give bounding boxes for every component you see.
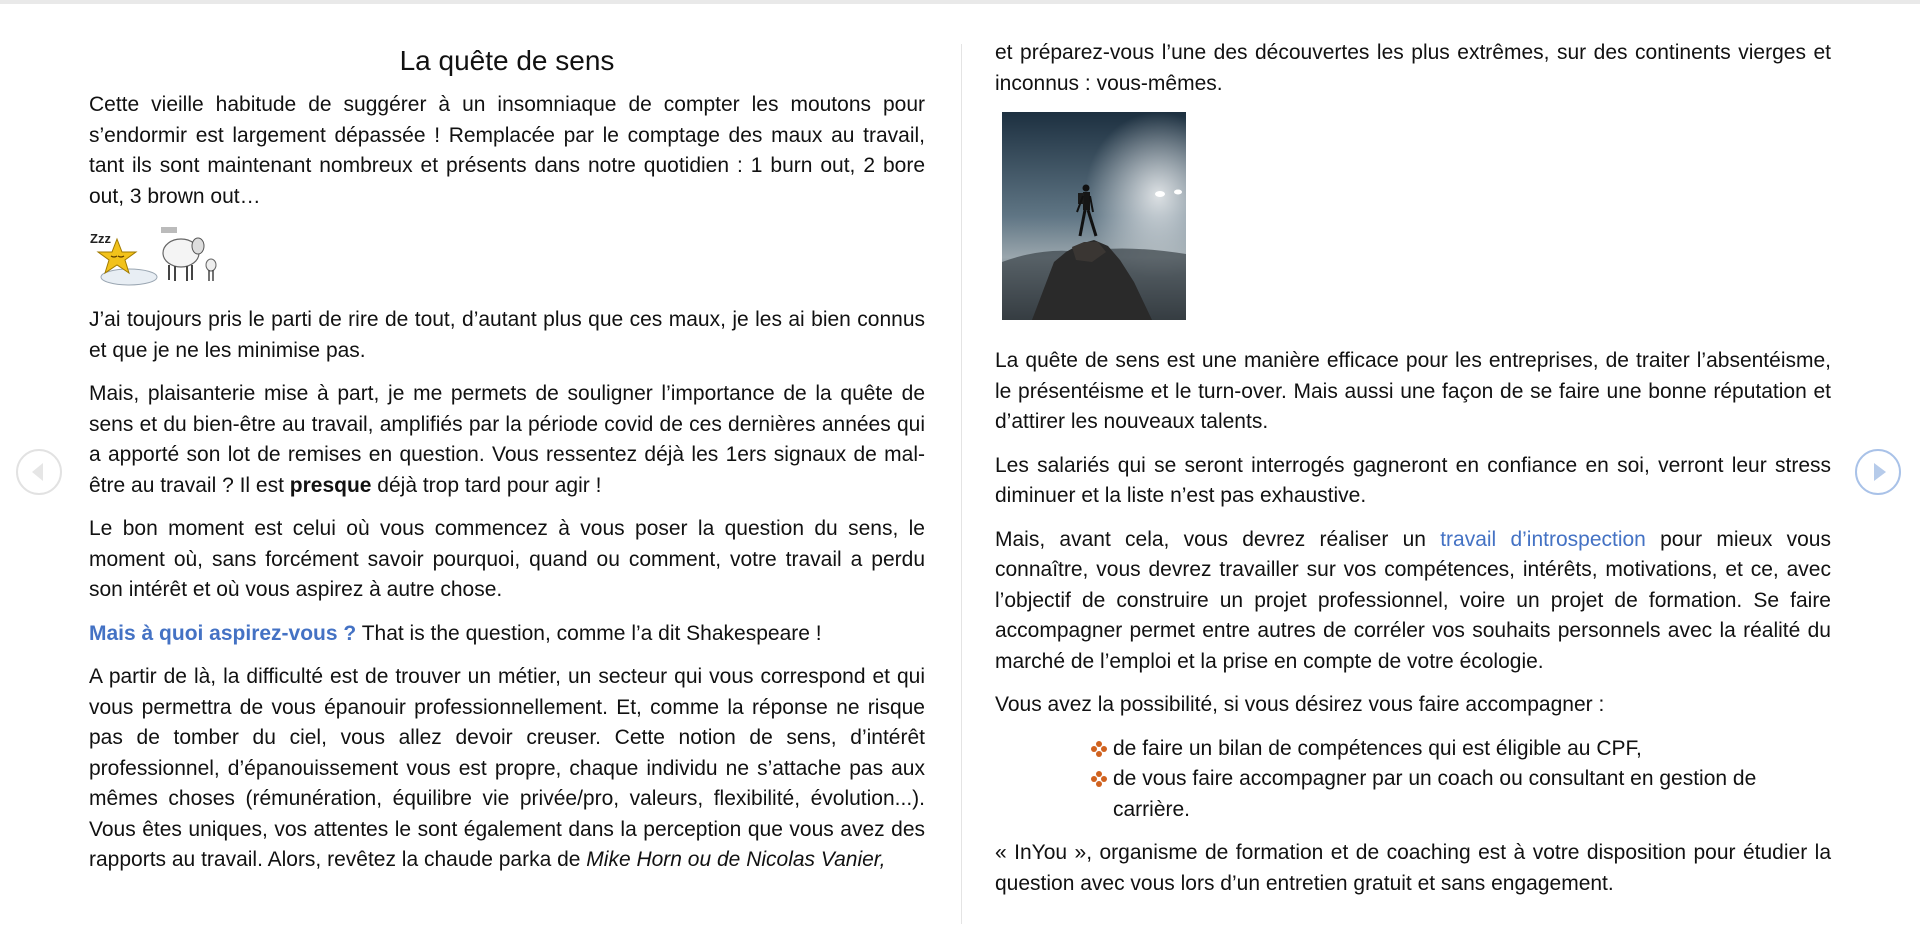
bold-word: presque xyxy=(289,473,372,497)
paragraph-possibility: Vous avez la possibilité, si vous désirez vous faire accompagner : xyxy=(995,693,1605,716)
sheep-icon xyxy=(159,225,219,287)
paragraph-inyou: « InYou », organisme de formation et de coaching est à votre disposition pour étudier la question avec vous lors d’un entretien gratuit et sans engagement. xyxy=(995,841,1831,895)
diamond-bullet-icon xyxy=(1090,770,1108,788)
list-item xyxy=(1090,764,1831,825)
svg-text:Zzz: Zzz xyxy=(90,231,111,246)
paragraph-efficiency: La quête de sens est une manière efficace pour les entreprises, de traiter l’absentéisme, le présentéisme et le turn-over. Mais aussi une façon de se faire une bonne réputation et d’attirer les nouveaux talents. xyxy=(995,349,1831,433)
page-divider xyxy=(961,44,962,924)
arrow-left-icon xyxy=(18,451,60,493)
paragraph-importance xyxy=(89,379,925,501)
paragraph-introspection xyxy=(995,525,1831,678)
arrow-right-icon xyxy=(1857,451,1899,493)
paragraph-text: A partir de là, la difficulté est de trouver un métier, un secteur qui vous correspond et qui vous permettra de vous épanouir professionnellement. Et, comme la réponse ne risque pas de tomber du ciel, vous allez devoir creuser. Cette notion de sens, d’intérêt professionnel, d’épanouissement vous est propre, chaque individu ne s’attache pas aux mêmes choses (rémunération, équilibre vie privée/pro, valeurs, flexibilité, évolution...). Vous êtes uniques, vos attentes le sont également dans la perception que vous avez des rapports au travail. Alors, revêtez la chaude parka de xyxy=(89,665,925,871)
diamond-bullet-icon xyxy=(1090,740,1108,758)
paragraph-question xyxy=(89,619,925,650)
paragraph-text: déjà trop tard pour agir ! xyxy=(371,473,602,497)
paragraph-difficulty xyxy=(89,662,925,876)
italic-names: Mike Horn ou de Nicolas Vanier, xyxy=(586,848,886,871)
next-page-button[interactable] xyxy=(1855,449,1901,495)
paragraph-employees: Les salariés qui se seront interrogés gagneront en confiance en soi, verront leur stress diminuer et la liste n’est pas exhaustive. xyxy=(995,453,1831,507)
paragraph-intro: Cette vieille habitude de suggérer à un insomniaque de compter les moutons pour s’endormir est largement dépassée ! Remplacée par le comptage des maux au travail, tant ils sont maintenant nombreux et présents dans notre quotidien : 1 burn out, 2 bore out, 3 brown out… xyxy=(89,93,925,208)
paragraph-text: pour mieux vous connaître, vous devrez travailler sur vos compétences, intérêts, motivations, et ce, avec l’objectif de construire un projet professionnel, voire un projet de formation. Se faire accompagner permet entre autres de corréler vos souhaits personnels avec la réalité du marché de l’emploi et la prise en compte de votre écologie. xyxy=(995,527,1831,673)
top-bar xyxy=(0,0,1920,4)
list-item-text: de faire un bilan de compétences qui est éligible au CPF, xyxy=(1113,736,1642,760)
previous-page-button[interactable] xyxy=(16,449,62,495)
sleep-illustration xyxy=(89,225,925,287)
question-heading: Mais à quoi aspirez-vous ? xyxy=(89,621,357,645)
paragraph-humour: J’ai toujours pris le parti de rire de tout, d’autant plus que ces maux, je les ai bien connus et que je ne les minimise pas. xyxy=(89,308,925,362)
paragraph-moment: Le bon moment est celui où vous commencez à vous poser la question du sens, le moment où, sans forcément savoir pourquoi, quand ou comment, votre travail a perdu son intérêt et où vous aspirez à autre chose. xyxy=(89,517,925,601)
paragraph-text: That is the question, comme l’a dit Shakespeare ! xyxy=(356,621,822,645)
photo-image xyxy=(1002,112,1186,320)
page-title: La quête de sens xyxy=(399,45,615,76)
right-page xyxy=(995,38,1831,912)
paragraph-continuation: et préparez-vous l’une des découvertes les plus extrêmes, sur des continents vierges et inconnus : vous-mêmes. xyxy=(995,41,1831,95)
introspection-link[interactable]: travail d’introspection xyxy=(1440,527,1646,551)
list-item-text: de vous faire accompagner par un coach ou consultant en gestion de carrière. xyxy=(1113,767,1757,821)
paragraph-text: Mais, plaisanterie mise à part, je me permets de souligner l’importance de la quête de sens et du bien-être au travail, amplifiés par la période covid de ces dernières années qui a apporté son lot de remises en question. Vous ressentez déjà les 1ers signaux de mal-être au travail ? Il est xyxy=(89,382,925,497)
paragraph-text: Mais, avant cela, vous devrez réaliser un xyxy=(995,527,1441,551)
list-item xyxy=(1090,734,1831,765)
hiker-on-mountain-photo xyxy=(1002,112,1186,320)
options-list xyxy=(995,734,1831,826)
left-page xyxy=(89,38,925,889)
